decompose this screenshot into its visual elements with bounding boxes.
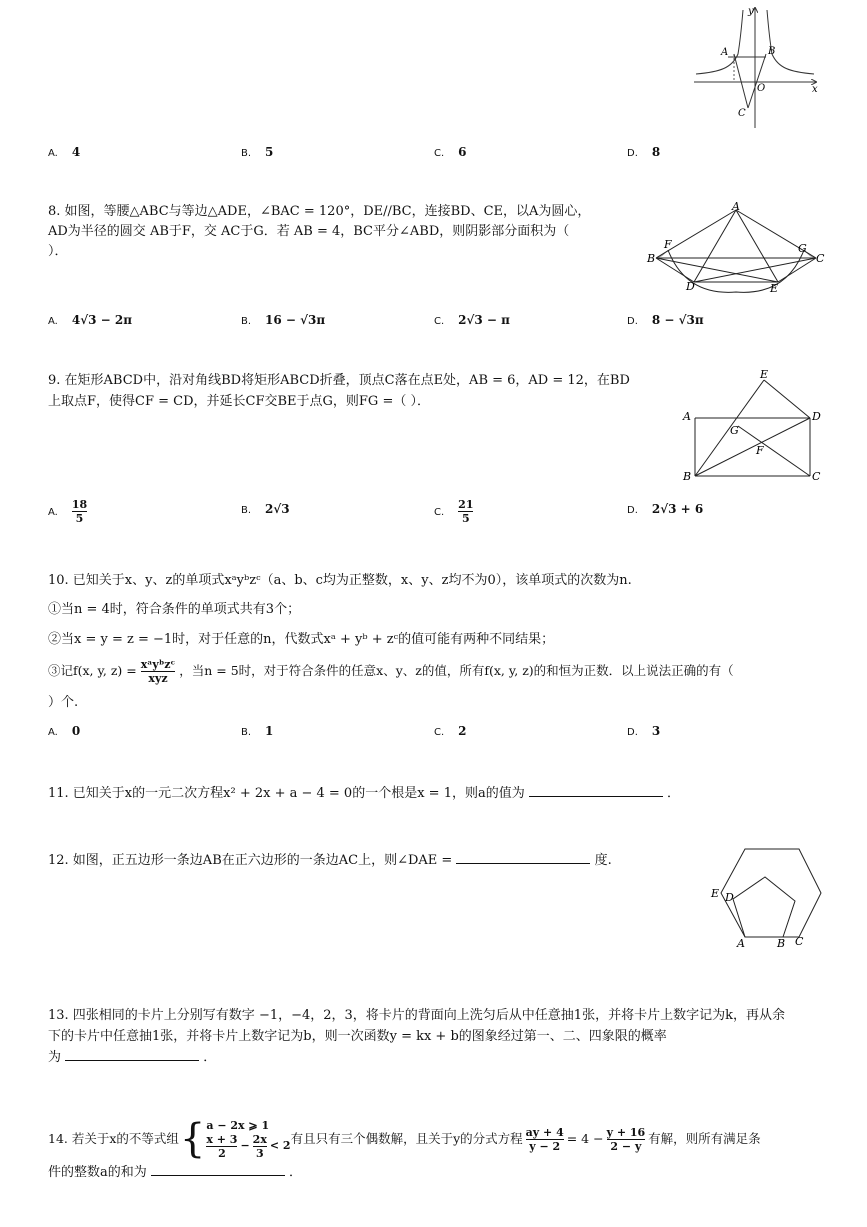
svg-text:x: x xyxy=(812,84,818,95)
q7-option-d: D. 8 xyxy=(627,145,661,159)
q9-option-c: C. $\frac{21}{5}$ xyxy=(434,498,474,525)
q10-item-3: ③记f(x, y, z) = $\frac{\text{xᵃyᵇzᶜ}}{\text{xyz}}$ ，当n = 5时，对于符合条件的任意x、y、z的值，所有f(x, y, z)的和恒为正数．以上说法正确的有（ xyxy=(48,658,734,685)
q13-line-1: 13. 四张相同的卡片上分别写有数字 −1，−4，2，3，将卡片的背面向上洗匀后从中任意抽1张，并将卡片上数字记为k，再从余 xyxy=(48,1008,785,1023)
svg-text:G: G xyxy=(730,424,739,437)
svg-text:D: D xyxy=(812,410,821,423)
q9-line-2: 上取点F，使得CF = CD，并延长CF交BE于点G，则FG =（ ）． xyxy=(48,394,430,409)
q7-option-b: B. 5 xyxy=(241,145,274,159)
svg-text:E: E xyxy=(760,368,769,381)
svg-text:B: B xyxy=(647,252,656,265)
q8-line-3: ）． xyxy=(48,244,68,259)
svg-text:E: E xyxy=(711,887,720,900)
svg-text:G: G xyxy=(798,242,807,255)
q7-option-c: C. 6 xyxy=(434,145,467,159)
svg-text:C: C xyxy=(738,108,746,119)
q11-answer-blank[interactable] xyxy=(529,796,663,797)
q14-line-1: 14. 若关于x的不等式组 { a − 2x ⩾ 1 $\frac{x + 3}{2}$ − $\frac{2x}{3}$ < 2 有且只有三个偶数解，且关于y的分式方程 $\frac{ay + 4}{y - 2}$ = 4 − $\frac{y + 16}{2 - y}$ 有解，则所有满足条 xyxy=(48,1116,761,1162)
svg-text:C: C xyxy=(812,470,821,483)
q12-text: 12. 如图，正五边形一条边AB在正六边形的一条边AC上，则∠DAE = 度. xyxy=(48,853,612,868)
svg-text:F: F xyxy=(756,444,764,457)
q7-figure xyxy=(690,2,820,130)
svg-text:C: C xyxy=(795,935,804,948)
q12-answer-blank[interactable] xyxy=(456,863,590,864)
svg-text:B: B xyxy=(683,470,692,483)
svg-text:D: D xyxy=(725,891,734,904)
q9-line-1: 9. 在矩形ABCD中，沿对角线BD将矩形ABCD折叠，顶点C落在点E处，AB = 6，AD = 12，在BD xyxy=(48,373,630,388)
q14-line-2: 件的整数a的和为 ． xyxy=(48,1165,303,1180)
svg-text:E: E xyxy=(770,282,779,295)
q9-option-d: D. 2√3 + 6 xyxy=(627,502,704,516)
q11-text: 11. 已知关于x的一元二次方程x² + 2x + a − 4 = 0的一个根是x = 1，则a的值为 ． xyxy=(48,786,681,801)
q13-answer-blank[interactable] xyxy=(65,1060,199,1061)
q9-option-a: A. $\frac{18}{5}$ xyxy=(48,498,88,525)
q7-option-a: A. 4 xyxy=(48,145,81,159)
right-branch xyxy=(767,10,814,74)
q10-line-end: ）个. xyxy=(48,695,79,710)
q10-item-2: ②当x = y = z = −1时，对于任意的n，代数式xᵃ + yᵇ + zᶜ的值可能有两种不同结果； xyxy=(48,632,555,647)
svg-text:D: D xyxy=(686,280,695,293)
q13-line-2: 下的卡片中任意抽1张，并将卡片上数字记为b，则一次函数y = kx + b的图象经过第一、二、四象限的概率 xyxy=(48,1029,667,1044)
q8-figure xyxy=(646,200,826,298)
q8-option-c: C. 2√3 − π xyxy=(434,313,510,327)
q8-option-a: A. 4√3 − 2π xyxy=(48,313,132,327)
svg-text:A: A xyxy=(732,200,740,213)
q10-item-1: ①当n = 4时，符合条件的单项式共有3个； xyxy=(48,602,301,617)
q8-option-b: B. 16 − √3π xyxy=(241,313,326,327)
svg-text:A: A xyxy=(683,410,691,423)
q10-option-b: B. 1 xyxy=(241,724,274,738)
q10-option-a: A. 0 xyxy=(48,724,81,738)
svg-text:A: A xyxy=(721,47,729,58)
q8-line-1: 8. 如图，等腰△ABC与等边△ADE，∠BAC = 120°，DE//BC，连接BD、CE，以A为圆心， xyxy=(48,204,591,219)
left-branch xyxy=(696,10,743,74)
q9-option-b: B. 2√3 xyxy=(241,502,290,516)
q8-option-d: D. 8 − √3π xyxy=(627,313,704,327)
svg-text:O: O xyxy=(757,83,766,94)
svg-text:F: F xyxy=(664,238,672,251)
svg-text:B: B xyxy=(777,937,786,949)
svg-text:A: A xyxy=(737,937,745,949)
q8-line-2: AD为半径的圆交 AB于F，交 AC于G．若 AB = 4，BC平分∠ABD，则阴影部分面积为（ xyxy=(48,224,570,239)
q14-answer-blank[interactable] xyxy=(151,1175,285,1176)
q9-figure xyxy=(680,368,826,486)
q10-line-1: 10. 已知关于x、y、z的单项式xᵃyᵇzᶜ（a、b、c均为正整数，x、y、z均不为0），该单项式的次数为n. xyxy=(48,573,632,588)
q13-line-3: 为 ． xyxy=(48,1050,217,1065)
svg-text:B: B xyxy=(768,46,776,57)
q10-option-d: D. 3 xyxy=(627,724,661,738)
q12-figure xyxy=(703,845,825,949)
svg-text:y: y xyxy=(748,6,754,17)
svg-text:C: C xyxy=(816,252,825,265)
q10-option-c: C. 2 xyxy=(434,724,467,738)
